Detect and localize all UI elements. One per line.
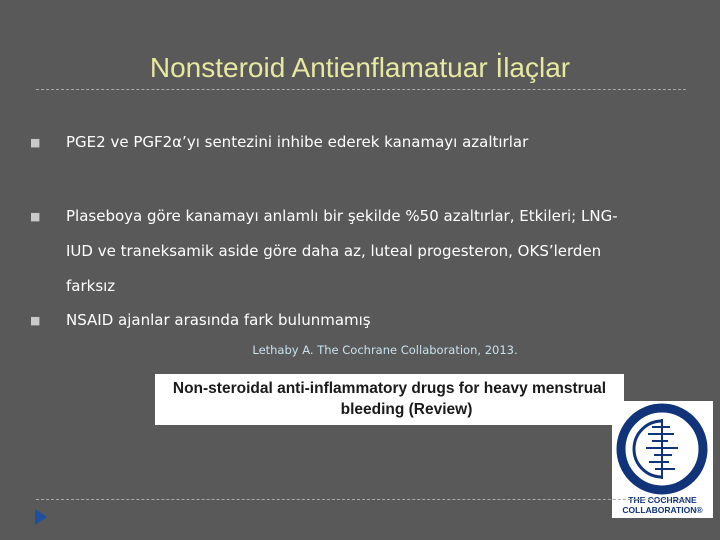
citation: Lethaby A. The Cochrane Collaboration, 2013. <box>252 343 518 357</box>
bullet-2-text <box>66 199 656 304</box>
bullet-3-text <box>66 303 656 338</box>
review-title-line-2: bleeding (Review) <box>340 401 473 418</box>
logo-line-2: COLLABORATION® <box>622 505 703 515</box>
review-title-line-1: Non-steroidal anti-inflammatory drugs for heavy menstrual <box>172 380 607 397</box>
bullet-marker-icon: ■ <box>30 136 41 149</box>
cochrane-logo-text <box>612 495 713 515</box>
cochrane-logo <box>612 401 713 518</box>
slide-title: Nonsteroid Antienflamatuar İlaçlar <box>149 52 571 83</box>
bullet-1-text <box>66 125 656 160</box>
bullet-2-line-3: farksız <box>66 277 116 295</box>
play-arrow-icon[interactable] <box>34 508 48 526</box>
bullet-2-line-2: IUD ve traneksamik aside göre daha az, luteal progesteron, OKS’lerden <box>66 242 602 260</box>
review-title-banner <box>155 374 624 425</box>
bullet-3-line-1: NSAID ajanlar arasında fark bulunmamış <box>66 311 371 329</box>
logo-line-1: THE COCHRANE <box>628 495 697 505</box>
cochrane-logo-icon <box>612 401 713 495</box>
bullet-marker-icon: ■ <box>30 314 41 327</box>
bullet-2-line-1: Plaseboya göre kanamayı anlamlı bir şekilde %50 azaltırlar, Etkileri; LNG- <box>66 207 618 225</box>
bottom-divider <box>36 499 686 500</box>
top-divider <box>36 89 686 90</box>
bullet-1-line-1: PGE2 ve PGF2α’yı sentezini inhibe ederek kanamayı azaltırlar <box>66 133 529 151</box>
bullet-marker-icon: ■ <box>30 210 41 223</box>
